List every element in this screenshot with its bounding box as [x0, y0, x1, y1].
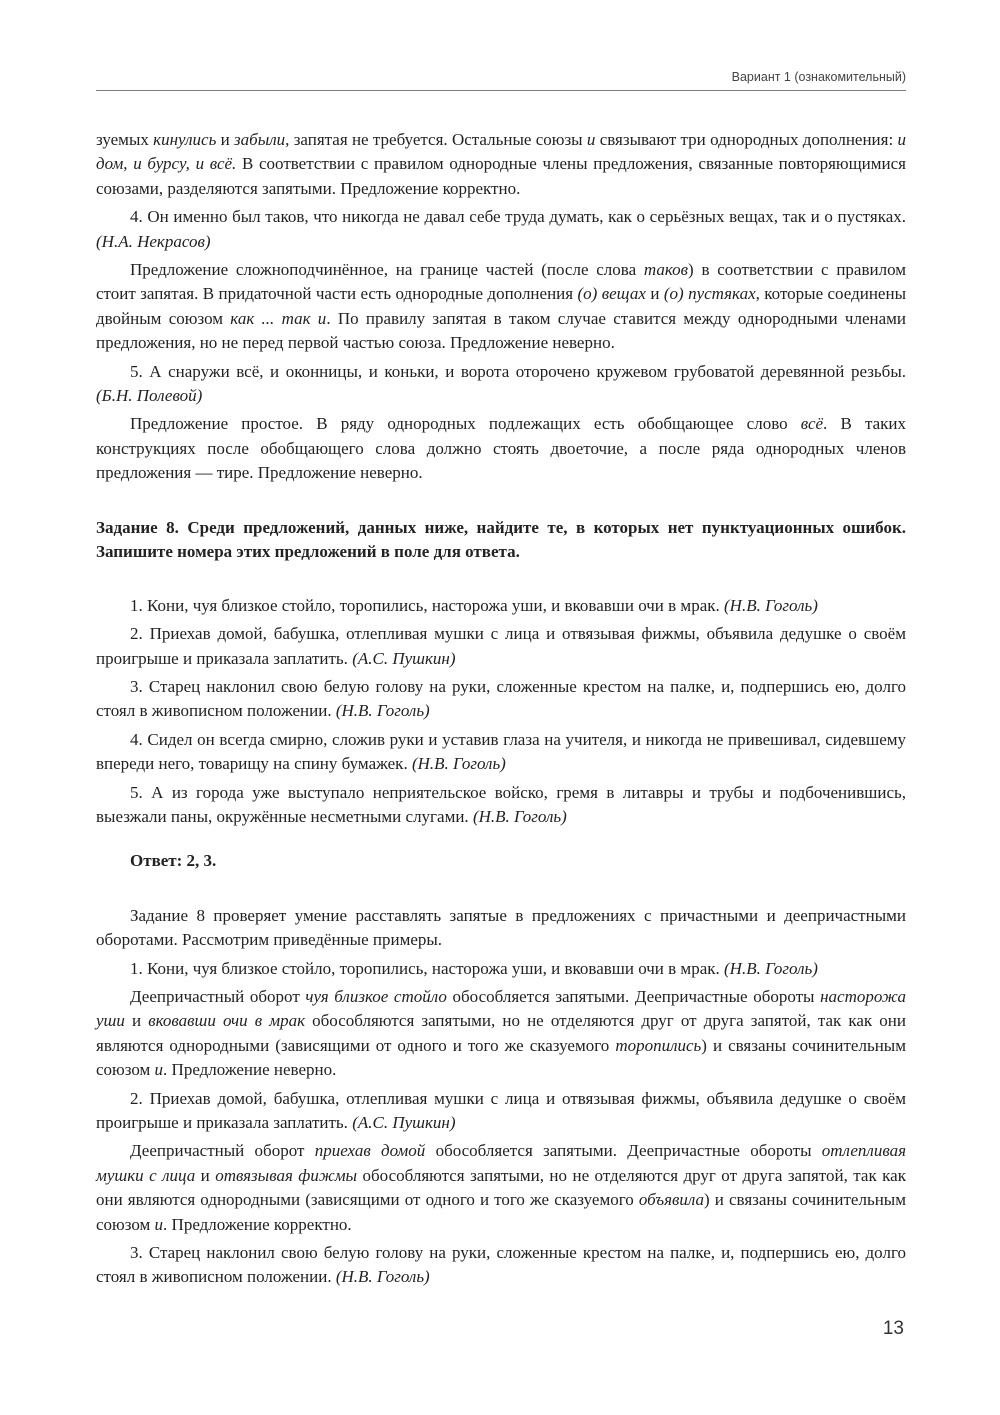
running-title: Вариант 1 (ознакомительный) [731, 70, 906, 84]
italic-text: и [154, 1214, 164, 1234]
italic-text: отлепливая мушки с лица [96, 1141, 907, 1185]
page-body [96, 128, 906, 1294]
explanation-paragraph [96, 1139, 906, 1237]
text-run: , запятая не требуется. Остальные союзы [285, 130, 587, 149]
text-run: ) и связаны сочинительным союзом [96, 1190, 906, 1234]
text-run: . В таких конструкциях после обобщающего слова должно стоять двоеточие, а после ряда однородных членов предложения — тире. Предложение неверно. [96, 414, 906, 483]
page-number: 13 [882, 1318, 904, 1339]
text-run: . Предложение неверно. [163, 1060, 337, 1080]
text-run: Деепричастный оборот [130, 1141, 315, 1161]
italic-text: таков [643, 260, 689, 280]
text-run: 4. Он именно был таков, что никогда не давал себе труда думать, как о серьёзных вещах, так и о пустяках. [130, 207, 906, 227]
text-run: обособляются запятыми, но не отделяются друг от друга запятой, так как они являются однородными (зависящими от одного и того же сказуемого [96, 1011, 906, 1055]
text-run: 1. Кони, чуя близкое стойло, торопились, насторожа уши, и вковавши очи в мрак. [130, 958, 724, 978]
explanation-paragraph [96, 258, 906, 356]
italic-text: насторожа уши [96, 986, 907, 1031]
text-run: 1. Кони, чуя близкое стойло, торопились, насторожа уши, и вковавши очи в мрак. [130, 595, 724, 615]
italic-text: (А.С. Пушкин) [352, 1113, 456, 1132]
italic-text: (Н.В. Гоголь) [335, 701, 430, 721]
example-sentence [96, 957, 906, 981]
italic-text: (Н.В. Гоголь) [724, 958, 818, 978]
explanation-intro [96, 904, 906, 953]
text-run: 3. Старец наклонил свою белую голову на руки, сложенные крестом на палке, и, подпершись ею, долго стоял в живописном положении. [96, 1243, 906, 1287]
task-sentence [96, 781, 906, 830]
text-run: 5. А снаружи всё, и оконницы, и коньки, и ворота оторочено кружевом грубоватой деревянной резьбы. [130, 361, 906, 381]
italic-text: (Н.В. Гоголь) [335, 1267, 430, 1287]
italic-text: приехав домой [314, 1141, 426, 1161]
task-heading: Задание 8. Среди предложений, данных ниже, найдите те, в которых нет пунктуационных ошибок. Запишите номера этих предложений в поле для ответа. [96, 517, 906, 561]
text-run: 4. Сидел он всегда смирно, сложив руки и уставив глаза на учителя, и никогда не привешивал, сидевшему впереди него, товарищу на спину бумажек. [96, 729, 906, 774]
text-run: ) в соответствии с правилом стоит запятая. В придаточной части есть однородные дополнения [96, 260, 906, 304]
text-run: 2. Приехав домой, бабушка, отлепливая мушки с лица и отвязывая фижмы, объявила дедушке о своём проигрыше и приказала заплатить. [96, 624, 906, 668]
italic-text: и дом, и бурсу, и всё. [96, 130, 906, 174]
text-run: 5. А из города уже выступало неприятельское войско, гремя в литавры и трубы и подбоченившись, выезжали паны, окружённые несметными слугами. [96, 782, 906, 826]
text-run: В соответствии с правилом однородные члены предложения, связанные повторяющимися союзами, разделяются запятыми. Предложение корректно. [96, 154, 906, 198]
text-run: зуемых [96, 130, 154, 149]
paragraph [96, 128, 906, 201]
text-run: 2. Приехав домой, бабушка, отлепливая мушки с лица и отвязывая фижмы, объявила дедушке о своём проигрыше и приказала заплатить. [96, 1088, 906, 1132]
running-header [96, 68, 906, 91]
text-run: обособляется запятыми. Деепричастные обороты [425, 1141, 822, 1161]
italic-text: (Н.А. Некрасов) [96, 231, 211, 251]
example-sentence [96, 360, 906, 409]
text-run: Предложение сложноподчинённое, на границе частей (после слова [130, 260, 644, 280]
text-run: и [645, 284, 664, 304]
italic-text: (Б.Н. Полевой) [96, 386, 203, 406]
italic-text: и [154, 1060, 164, 1080]
italic-text: чуя близкое стойло [305, 986, 447, 1006]
text-run: ) и связаны сочинительным союзом [96, 1035, 906, 1080]
italic-text: (Н.В. Гоголь) [724, 595, 818, 615]
text-run: . По правилу запятая в таком случае ставится между однородными членами предложения, но не перед первой частью союза. Предложение неверно. [96, 308, 906, 353]
task-sentence [96, 622, 906, 671]
italic-text: и [586, 130, 596, 149]
explanation-paragraph [96, 985, 906, 1083]
task-sentence [96, 728, 906, 777]
italic-text: вковавши очи в мрак [148, 1011, 306, 1031]
text-run: 3. Старец наклонил свою белую голову на руки, сложенные крестом на палке, и, подпершись ею, долго стоял в живописном положении. [96, 676, 906, 721]
italic-text: (о) вещах [577, 284, 646, 304]
text-run: обособляется запятыми. Деепричастные обороты [446, 986, 821, 1006]
italic-text: (А.С. Пушкин) [352, 648, 456, 668]
text-run: Задание 8 проверяет умение расставлять запятые в предложениях с причастными и деепричастными оборотами. Рассмотрим приведённые примеры. [96, 905, 906, 950]
text-run: Предложение простое. В ряду однородных подлежащих есть обобщающее слово [130, 414, 801, 434]
task-sentence [96, 594, 906, 618]
example-sentence [96, 1241, 906, 1290]
text-run: и [195, 1165, 216, 1185]
text-run: Деепричастный оборот [130, 986, 306, 1006]
text-run: . Предложение корректно. [163, 1214, 352, 1234]
answer: Ответ: 2, 3. [130, 851, 217, 871]
italic-text: забыли [234, 130, 286, 149]
text-run: связывают три однородных дополнения: [595, 130, 898, 149]
italic-text: (Н.В. Гоголь) [411, 754, 506, 774]
example-sentence [96, 1087, 906, 1136]
italic-text: (Н.В. Гоголь) [472, 806, 567, 826]
text-run: и [124, 1011, 149, 1031]
text-run: обособляются запятыми, но не отделяются друг от друга запятой, так как они являются однородными (зависящими от одного и того же сказуемого [96, 1165, 906, 1210]
text-run: и [216, 130, 235, 149]
italic-text: кинулись [153, 130, 217, 149]
italic-text: объявила [638, 1190, 705, 1210]
text-run: , которые соединены двойным союзом [96, 284, 906, 328]
example-sentence [96, 205, 906, 254]
italic-text: торопились [615, 1035, 702, 1055]
italic-text: как ... так и [230, 308, 327, 328]
task-sentence [96, 675, 906, 724]
italic-text: отвязывая фижмы [215, 1165, 358, 1185]
italic-text: всё [800, 414, 824, 434]
italic-text: (о) пустяках [663, 284, 756, 304]
explanation-paragraph [96, 412, 906, 485]
